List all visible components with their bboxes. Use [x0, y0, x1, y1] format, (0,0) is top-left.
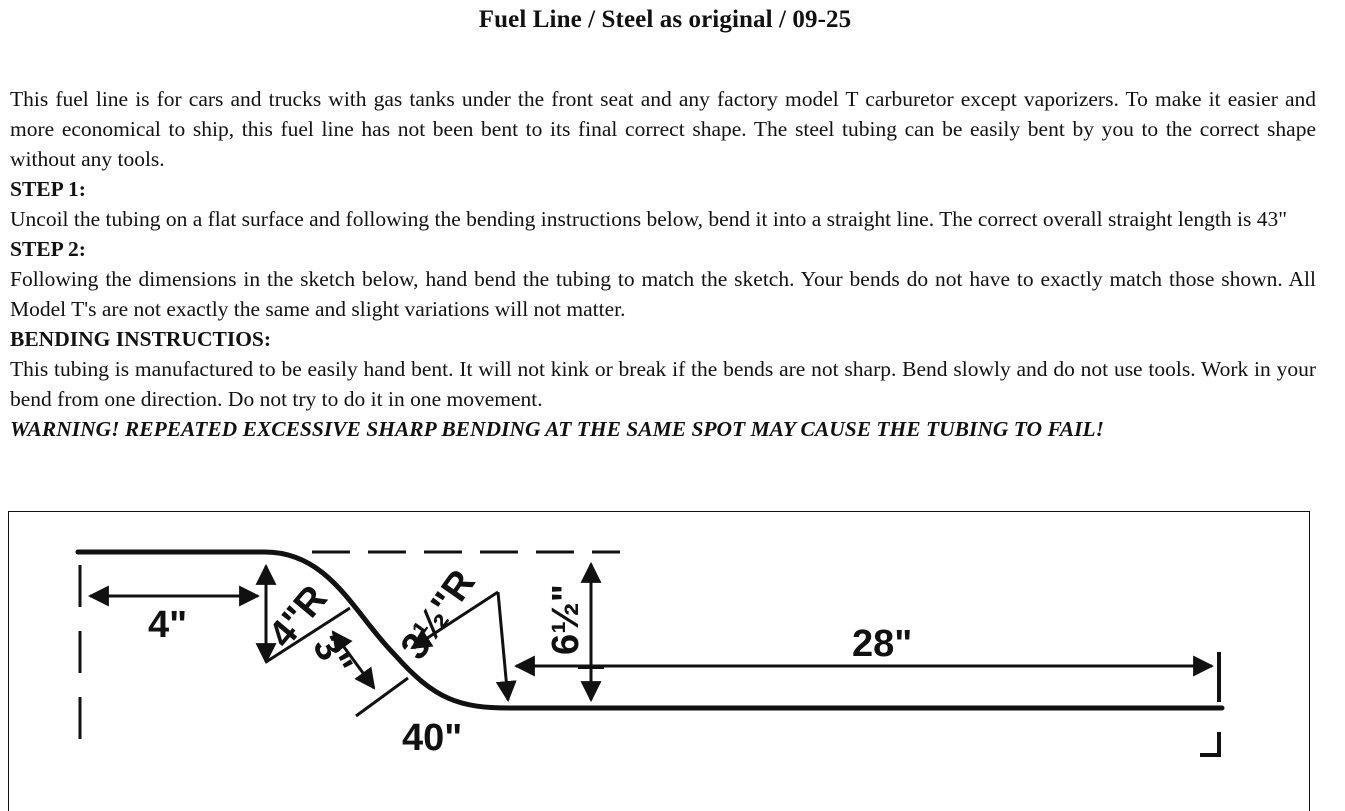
step1-heading: STEP 1:	[10, 177, 86, 201]
dim-28in-label: 28"	[852, 623, 913, 665]
dim-4in-label: 4"	[148, 604, 188, 646]
dim-3in-label: 3"	[304, 628, 361, 684]
corner-mark	[1200, 732, 1219, 755]
dim-3half-r-label: 3½"R	[392, 562, 484, 668]
step2-paragraph: Following the dimensions in the sketch below, hand bend the tubing to match the sketch. Your bends do not have to exactly match those shown. All Model T's are not exactly the same and slight variations will not matter.	[10, 267, 1316, 321]
bending-paragraph: This tubing is manufactured to be easily hand bent. It will not kink or break if the bends are not sharp. Bend slowly and do not use tools. Work in your bend from one direction. Do not try to do it in one movement.	[10, 357, 1316, 411]
fuel-line-path	[78, 552, 1222, 708]
step1-paragraph: Uncoil the tubing on a flat surface and following the bending instructions below, bend it into a straight line. The correct overall straight length is 43"	[10, 207, 1287, 231]
dim-6half-label: 6½"	[545, 584, 587, 655]
dim-40in-label: 40"	[402, 717, 463, 759]
page-title: Fuel Line / Steel as original / 09-25	[478, 6, 852, 33]
step2-heading: STEP 2:	[10, 237, 86, 261]
dim-4r-label: 4"R	[260, 577, 336, 656]
intro-paragraph: This fuel line is for cars and trucks with gas tanks under the front seat and any factory model T carburetor except vaporizers. To make it easier and more economical to ship, this fuel line has not been bent to its final correct shape. The steel tubing can be easily bent by you to the correct shape without any tools.	[10, 87, 1316, 171]
warning-text: WARNING! REPEATED EXCESSIVE SHARP BENDING AT THE SAME SPOT MAY CAUSE THE TUBING TO FAIL!	[10, 417, 1105, 441]
bending-heading: BENDING INSTRUCTIOS:	[10, 327, 272, 351]
